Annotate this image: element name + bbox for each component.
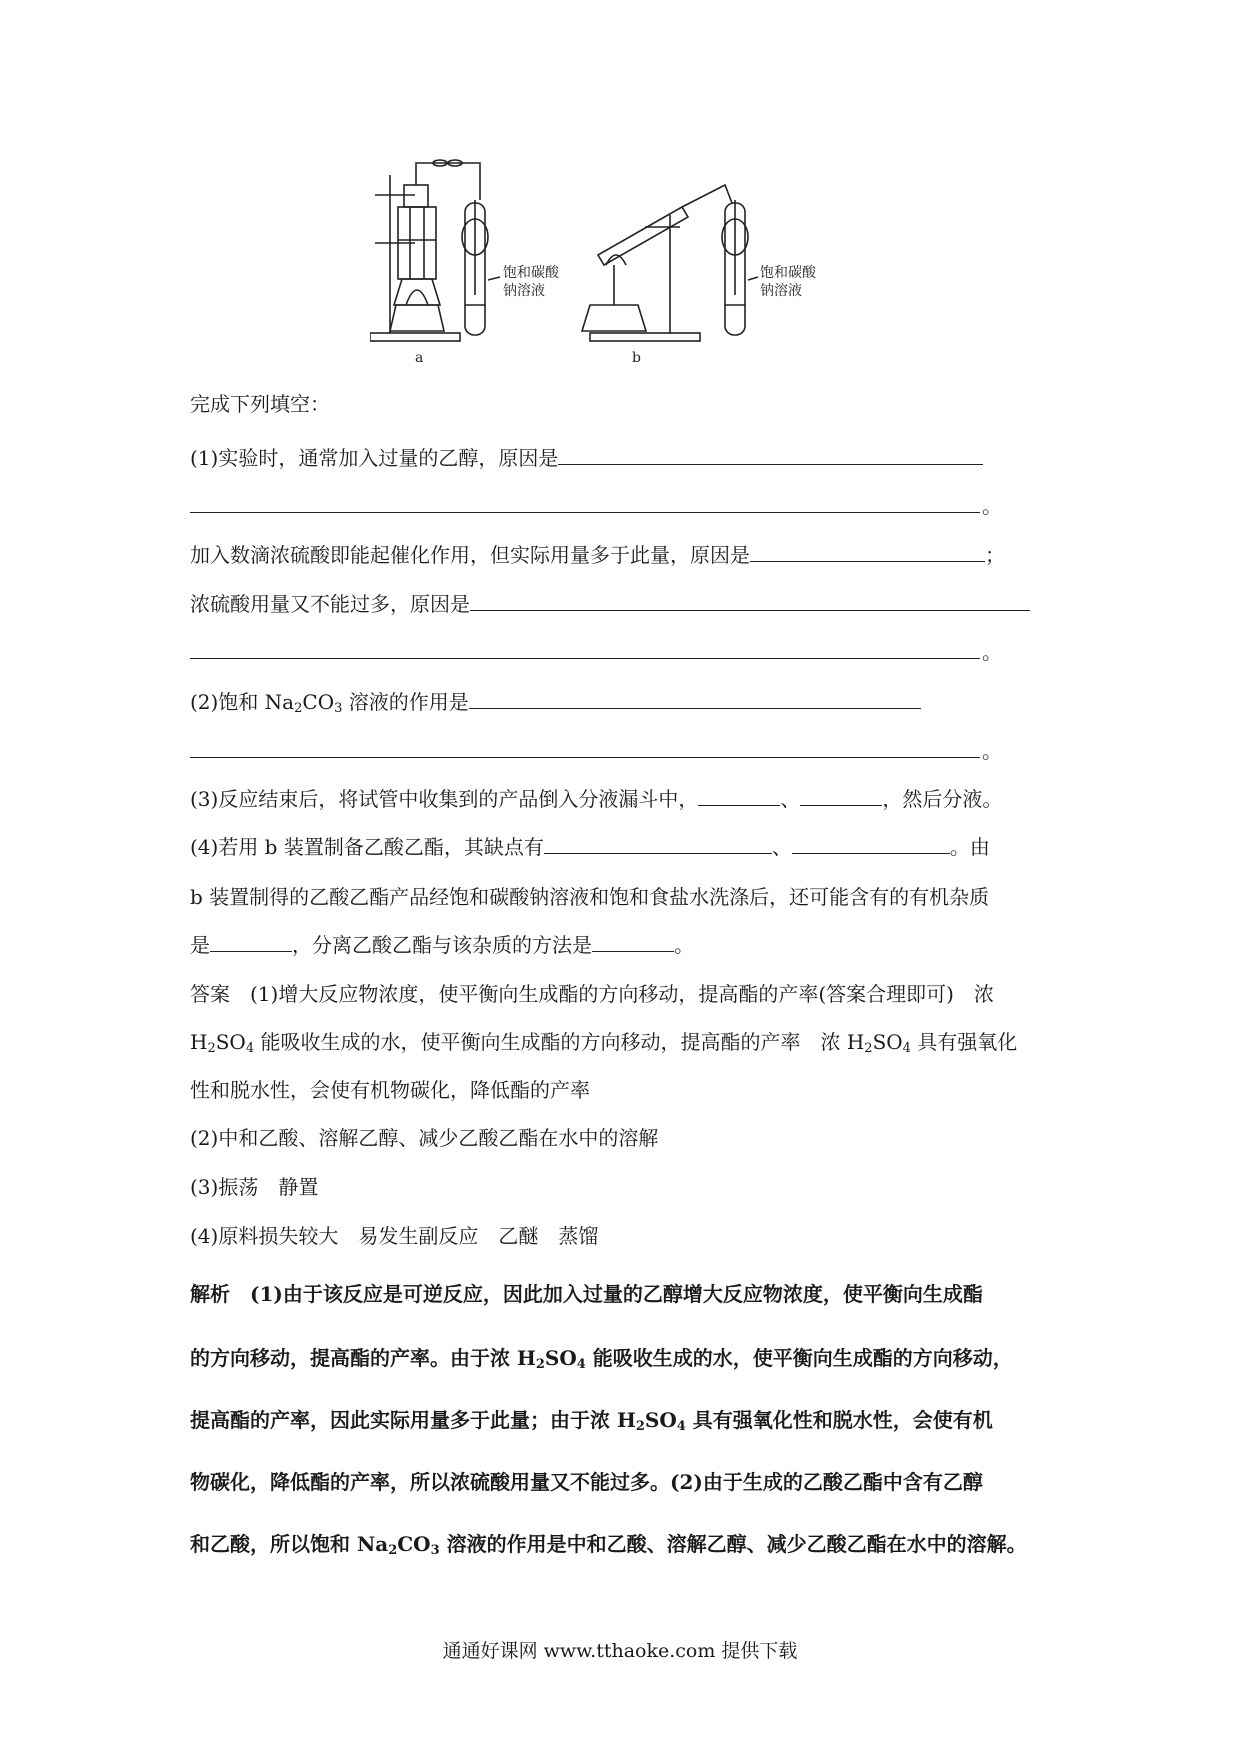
q4-line1 bbox=[190, 833, 990, 861]
q4-blank-4[interactable] bbox=[592, 931, 674, 952]
analysis-l5a: 和乙酸，所以饱和 Na bbox=[190, 1532, 389, 1556]
q1-line4-text: 浓硫酸用量又不能过多，原因是 bbox=[190, 592, 470, 616]
q2-prefix: (2)饱和 Na bbox=[190, 690, 295, 714]
a1-rest: 能吸收生成的水，使平衡向生成酯的方向移动，提高酯的产率 浓 H bbox=[254, 1030, 865, 1054]
analysis-l3sub1: 2 bbox=[635, 1419, 645, 1434]
q1-blank-2[interactable] bbox=[190, 511, 980, 513]
answer-line3: 性和脱水性，会使有机物碳化，降低酯的产率 bbox=[190, 1078, 590, 1102]
stand-base-a bbox=[370, 333, 460, 341]
q4-suffix: 。由 bbox=[949, 835, 990, 859]
a1-so2: SO bbox=[872, 1030, 903, 1054]
q4-prefix: (4)若用 b 装置制备乙酸乙酯，其缺点有 bbox=[190, 835, 544, 859]
analysis-line3 bbox=[190, 1406, 993, 1434]
lamp-b bbox=[582, 305, 646, 331]
analysis-l2c: 能吸收生成的水，使平衡向生成酯的方向移动， bbox=[585, 1346, 1013, 1370]
analysis-l3a: 提高酯的产率，因此实际用量多于此量；由于浓 H bbox=[190, 1408, 636, 1432]
q4-line2: b 装置制得的乙酸乙酯产品经饱和碳酸钠溶液和饱和食盐水洗涤后，还可能含有的有机杂质 bbox=[190, 885, 990, 909]
answer-a1-line1: (1)增大反应物浓度，使平衡向生成酯的方向移动，提高酯的产率(答案合理即可) 浓 bbox=[250, 982, 994, 1006]
q3-line bbox=[190, 785, 1002, 813]
delivery-tube-b bbox=[682, 185, 732, 207]
analysis-l5b: CO bbox=[397, 1532, 431, 1556]
analysis-l5sub2: 3 bbox=[430, 1543, 440, 1558]
q2-line1 bbox=[190, 688, 921, 716]
a1-so: SO bbox=[215, 1030, 246, 1054]
analysis-l2a: 的方向移动，提高酯的产率。由于浓 H bbox=[190, 1346, 536, 1370]
q4-sep: 、 bbox=[771, 835, 792, 859]
answer-line2 bbox=[190, 1028, 1017, 1056]
delivery-tube-a bbox=[416, 163, 480, 200]
q1-blank-5[interactable] bbox=[190, 657, 980, 659]
apparatus-figure bbox=[370, 155, 870, 370]
q1-line1 bbox=[190, 444, 983, 472]
q1-line3-end: ； bbox=[985, 543, 1005, 567]
stand-base-b bbox=[590, 333, 700, 341]
flame-a bbox=[406, 290, 428, 305]
a1-sub3: 2 bbox=[864, 1041, 873, 1056]
q3-blank-1[interactable] bbox=[698, 785, 780, 806]
analysis-label: 解析 bbox=[190, 1282, 230, 1306]
support-a bbox=[394, 279, 440, 305]
analysis-line2 bbox=[190, 1344, 1013, 1372]
q1-end: 。 bbox=[982, 494, 1002, 518]
annotation-b-2: 钠溶液 bbox=[760, 283, 802, 299]
analysis-l2b: SO bbox=[544, 1346, 577, 1370]
answer-a4: (4)原料损失较大 易发生副反应 乙醚 蒸馏 bbox=[190, 1224, 599, 1248]
q4-line3-prefix: 是 bbox=[190, 933, 210, 957]
answer-line1 bbox=[190, 980, 994, 1008]
q2-mid: CO bbox=[302, 690, 335, 714]
a1-sub1: 2 bbox=[207, 1041, 216, 1056]
annotation-b-1: 饱和碳酸 bbox=[760, 265, 816, 281]
annotation-a-1: 饱和碳酸 bbox=[503, 265, 559, 281]
q1-line3-text: 加入数滴浓硫酸即能起催化作用，但实际用量多于此量，原因是 bbox=[190, 543, 750, 567]
q4-line3-mid: ，分离乙酸乙酯与该杂质的方法是 bbox=[292, 933, 592, 957]
answer-label: 答案 bbox=[190, 982, 230, 1006]
analysis-l2sub1: 2 bbox=[535, 1357, 545, 1372]
q2-blank-1[interactable] bbox=[469, 688, 921, 709]
analysis-l5sub1: 2 bbox=[388, 1543, 398, 1558]
q4-line3 bbox=[190, 931, 694, 959]
q1-line4 bbox=[190, 590, 1030, 618]
q1-line5-end: 。 bbox=[982, 640, 1002, 664]
q4-line3-end: 。 bbox=[674, 933, 694, 957]
figure-label-a: a bbox=[415, 350, 424, 366]
q3-prefix: (3)反应结束后，将试管中收集到的产品倒入分液漏斗中， bbox=[190, 787, 699, 811]
q2-sub1: 2 bbox=[294, 701, 303, 716]
intro-text: 完成下列填空： bbox=[190, 392, 330, 416]
q3-sep: 、 bbox=[780, 787, 801, 811]
q3-blank-2[interactable] bbox=[800, 785, 882, 806]
page-footer: 通通好课网 www.tthaoke.com 提供下载 bbox=[442, 1640, 798, 1662]
a1-h: H bbox=[190, 1030, 208, 1054]
a1-sub4: 4 bbox=[902, 1041, 911, 1056]
q1-line3 bbox=[190, 541, 1005, 569]
q1-text: (1)实验时，通常加入过量的乙醇，原因是 bbox=[190, 446, 559, 470]
q2-blank-2[interactable] bbox=[190, 756, 980, 758]
q1-blank-4[interactable] bbox=[470, 590, 1030, 611]
analysis-line4: 物碳化，降低酯的产率，所以浓硫酸用量又不能过多。(2)由于生成的乙酸乙酯中含有乙醇 bbox=[190, 1470, 983, 1494]
stopper-a bbox=[404, 185, 428, 207]
answer-a2: (2)中和乙酸、溶解乙醇、减少乙酸乙酯在水中的溶解 bbox=[190, 1126, 659, 1150]
q3-suffix: ，然后分液。 bbox=[882, 787, 1003, 811]
lamp-a bbox=[390, 305, 444, 331]
flame-b bbox=[606, 255, 626, 265]
q2-suffix: 溶液的作用是 bbox=[342, 690, 469, 714]
a1-sub2: 4 bbox=[245, 1041, 255, 1056]
q4-blank-1[interactable] bbox=[544, 833, 772, 854]
q2-end: 。 bbox=[982, 739, 1002, 763]
q2-sub2: 3 bbox=[334, 701, 343, 716]
analysis-l3c: 具有强氧化性和脱水性，会使有机 bbox=[685, 1408, 993, 1432]
q4-blank-2[interactable] bbox=[792, 833, 950, 854]
a1-end: 具有强氧化 bbox=[910, 1030, 1018, 1054]
analysis-l5c: 溶液的作用是中和乙酸、溶解乙醇、减少乙酸乙酯在水中的溶解。 bbox=[439, 1532, 1027, 1556]
analysis-line5 bbox=[190, 1530, 1027, 1558]
annotation-a-2: 钠溶液 bbox=[503, 283, 545, 299]
analysis-l1: (1)由于该反应是可逆反应，因此加入过量的乙醇增大反应物浓度，使平衡向生成酯 bbox=[250, 1282, 983, 1306]
answer-a3: (3)振荡 静置 bbox=[190, 1175, 319, 1199]
figure-label-b: b bbox=[632, 350, 641, 366]
analysis-line1 bbox=[190, 1280, 983, 1308]
q1-blank-3[interactable] bbox=[750, 541, 985, 562]
q1-blank-1[interactable] bbox=[558, 444, 983, 465]
analysis-l3sub2: 4 bbox=[676, 1419, 686, 1434]
q4-blank-3[interactable] bbox=[210, 931, 292, 952]
analysis-l2sub2: 4 bbox=[576, 1357, 586, 1372]
analysis-l3b: SO bbox=[644, 1408, 677, 1432]
